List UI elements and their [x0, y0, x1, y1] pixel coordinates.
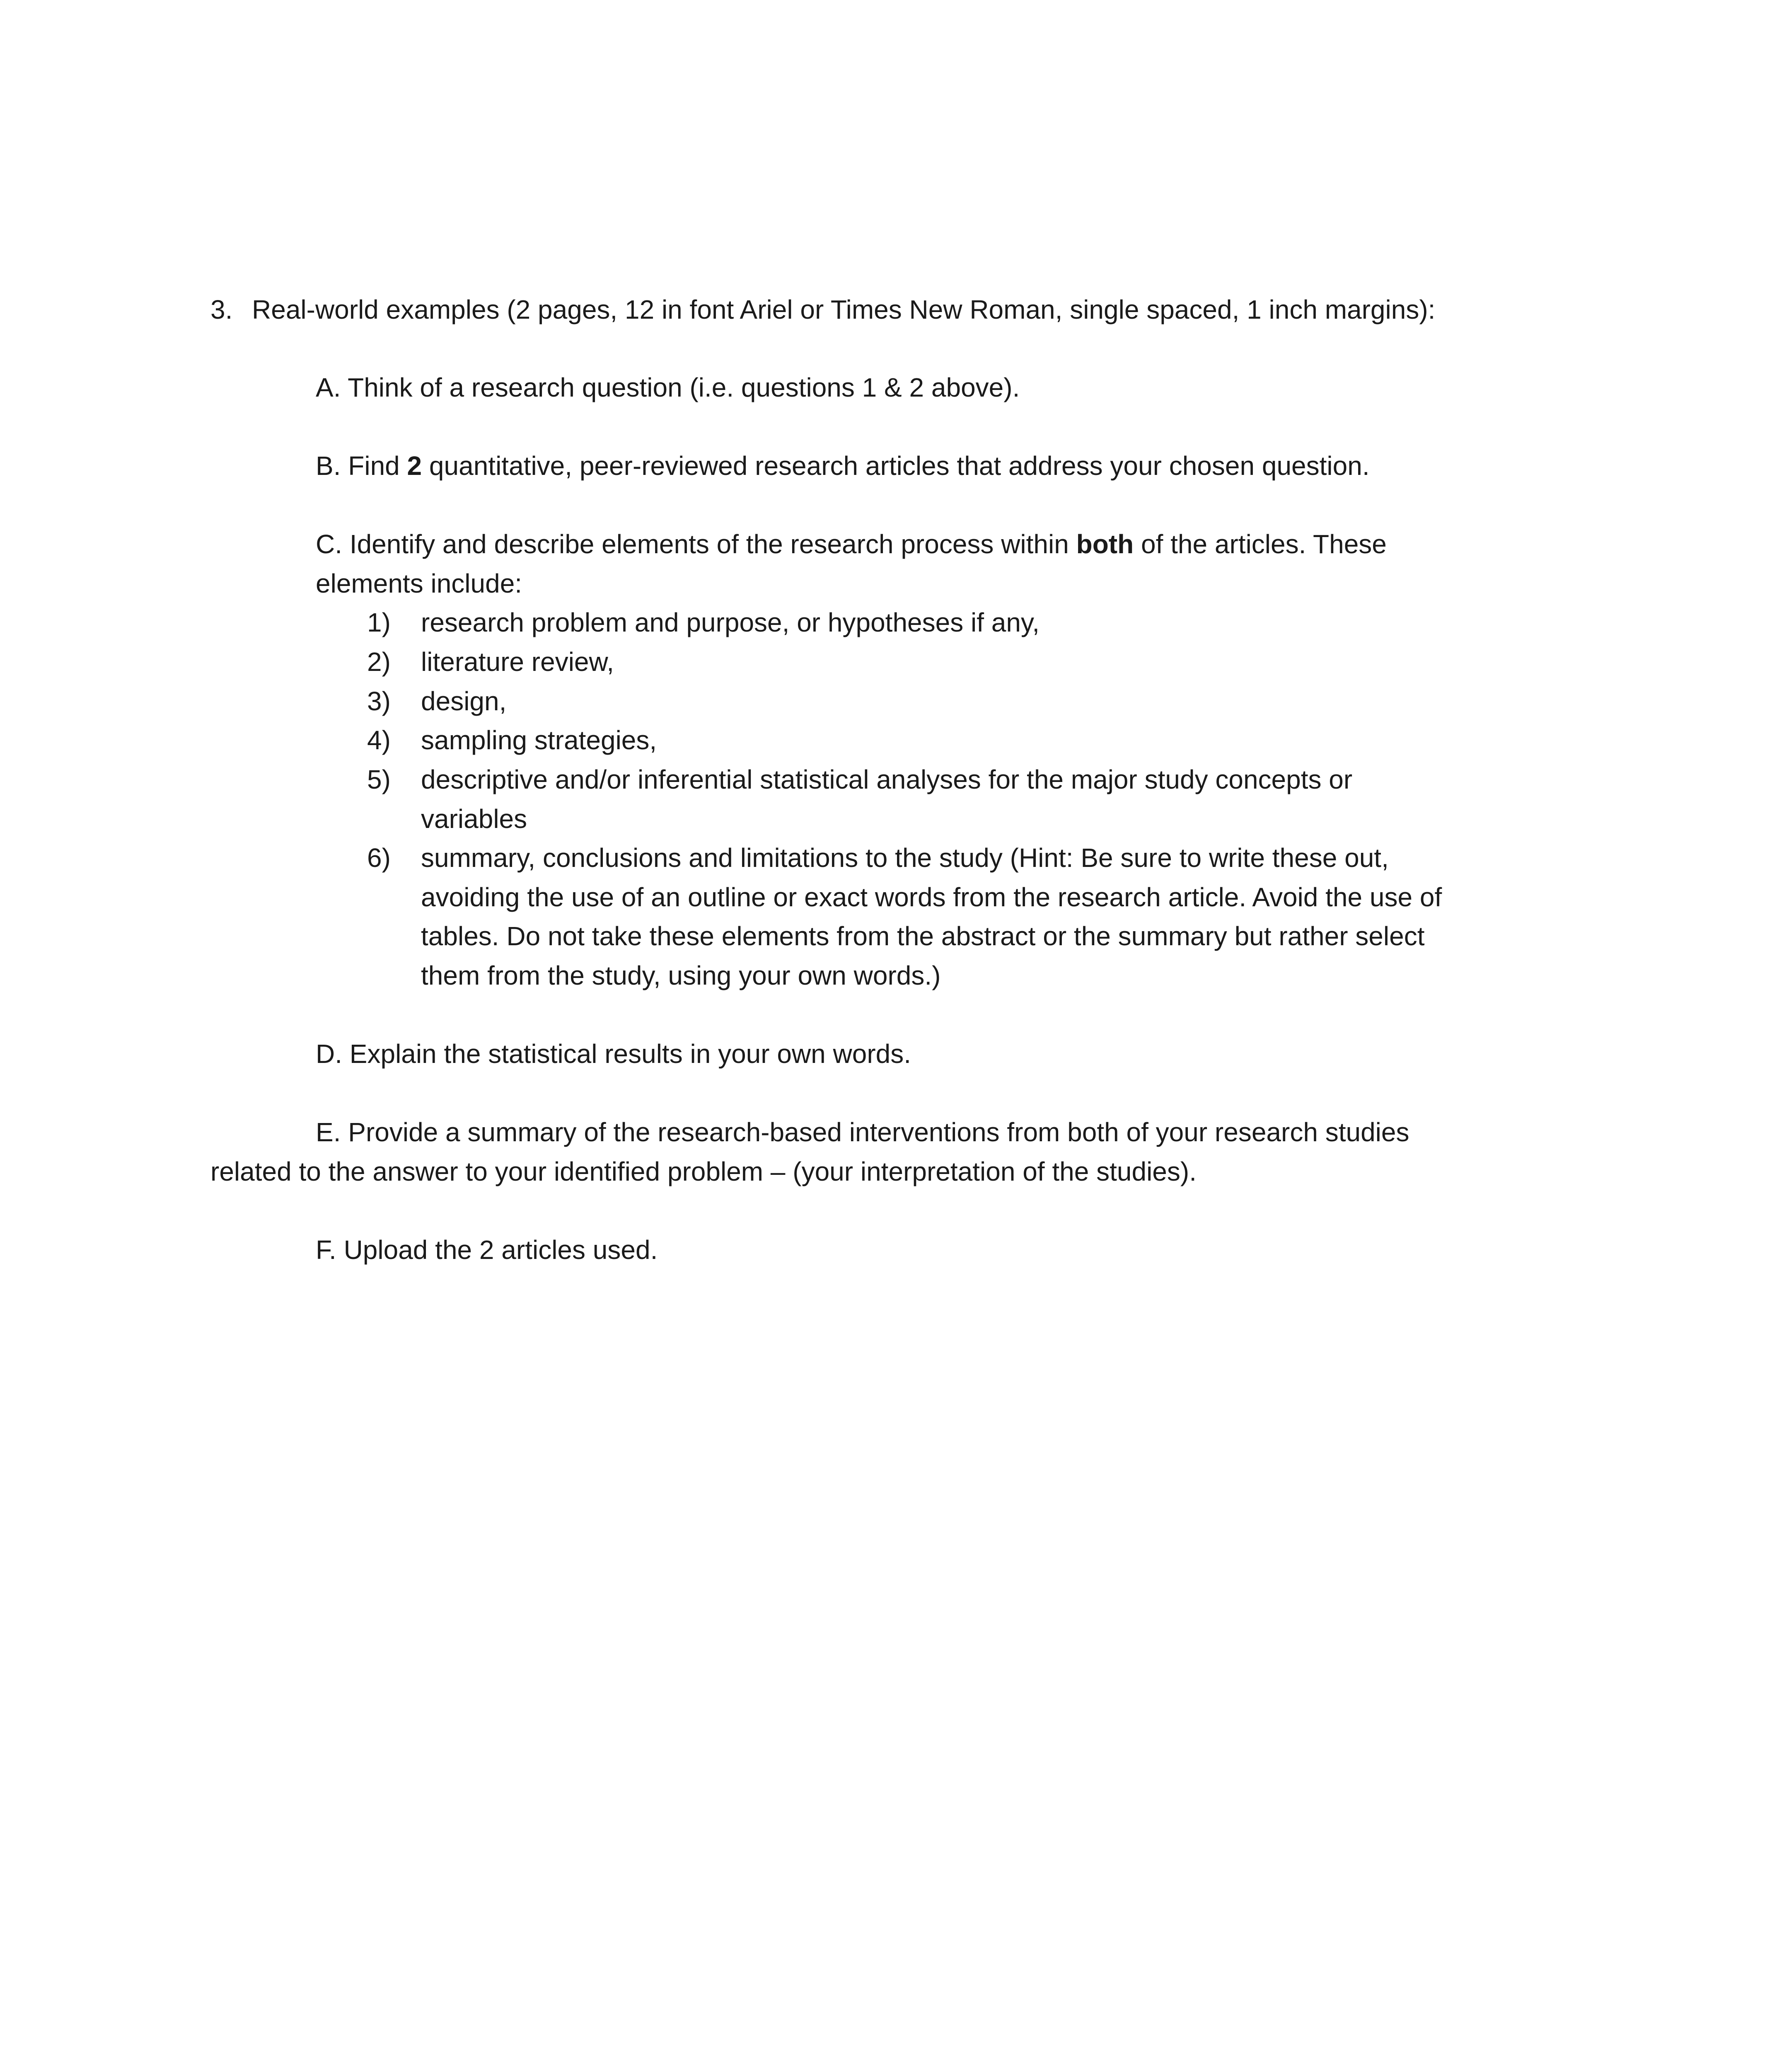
list-marker: 5)	[367, 765, 391, 794]
bold-both: both	[1076, 529, 1134, 559]
list-marker: 4)	[367, 725, 391, 755]
list-marker: 1)	[367, 608, 391, 637]
section-number: 3.	[210, 295, 233, 324]
document-page: 3. Real-world examples (2 pages, 12 in font Ariel or Times New Roman, single spaced, 1 inch margins): A. Think of a research question (i.e. questions 1 & 2 above). B. Find 2 quantitative, peer-reviewed research articles that address your chosen question. C. Identify and describe elements of the research process within both of the articles. These elements include: 1) research problem and purpose, or hypotheses if any, 2) literature review, 3) design, 4) sampling strategies, 5) descriptive and/or inferential statistical analyses for the major study concepts or variables 6) summary, conclusions and limitations to the study (Hint: Be sure to write these out, avoiding the use of an outline or exact words from the research article. Avoid the use of tables. Do not take these elements from the abstract or the summary but rather select them from the study, using your own words.) D. Explain the statistical results in your own words. E. Provide a summary of the research-based interventions from both of your research studies related to the answer to your identified problem – (your interpretation of the studies). F. Upload the 2 articles used.	[0, 0, 1789, 2072]
item-d: D. Explain the statistical results in your own words.	[316, 1039, 911, 1069]
list-marker: 6)	[367, 843, 391, 873]
item-a: A. Think of a research question (i.e. questions 1 & 2 above).	[316, 373, 1020, 402]
section-heading	[210, 290, 1435, 329]
item-c: C. Identify and describe elements of the research process within both of the articles. These	[316, 529, 1387, 559]
item-e: E. Provide a summary of the research-based interventions from both of your research studies	[316, 1117, 1409, 1147]
bold-count: 2	[407, 451, 422, 481]
item-f: F. Upload the 2 articles used.	[316, 1235, 658, 1265]
item-c-line2: elements include:	[316, 569, 522, 598]
list-item-continuation: tables. Do not take these elements from the abstract or the summary but rather select	[421, 921, 1425, 951]
list-item-continuation: avoiding the use of an outline or exact words from the research article. Avoid the use of	[421, 882, 1442, 912]
item-b: B. Find 2 quantitative, peer-reviewed research articles that address your chosen question.	[316, 451, 1370, 481]
list-item-continuation: variables	[421, 804, 527, 834]
list-marker: 3)	[367, 686, 391, 716]
section-title: Real-world examples (2 pages, 12 in font Ariel or Times New Roman, single spaced, 1 inch margins):	[252, 295, 1436, 324]
list-marker: 2)	[367, 647, 391, 677]
list-item-continuation: them from the study, using your own words.)	[421, 961, 941, 990]
item-e-line2: related to the answer to your identified problem – (your interpretation of the studies).	[210, 1157, 1197, 1186]
